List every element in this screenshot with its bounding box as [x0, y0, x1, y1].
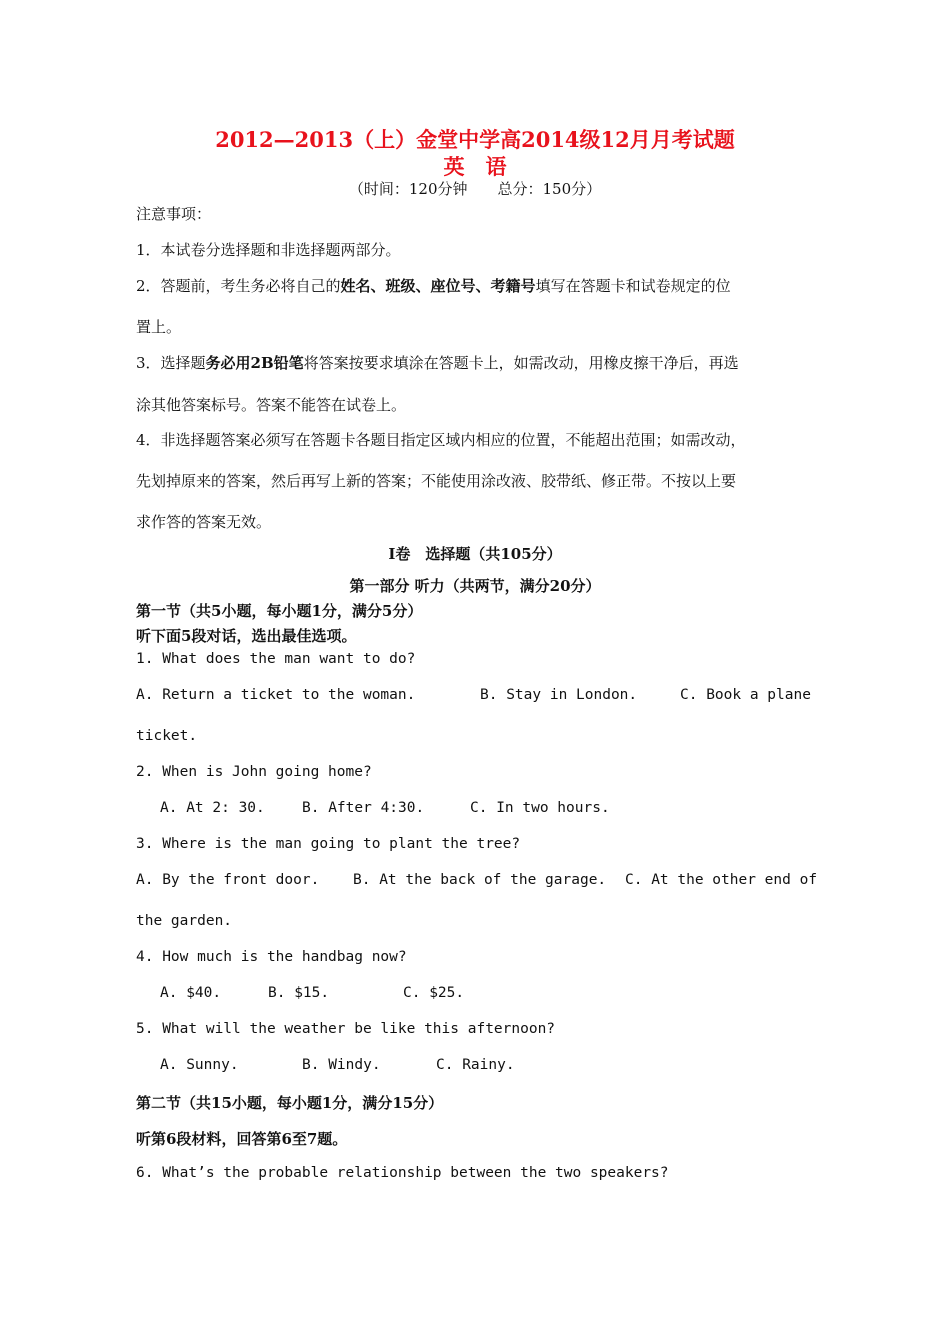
question-3-option-c-cont: the garden. — [136, 913, 233, 929]
question-4-option-b: B. $15. — [268, 985, 330, 1001]
note-item-3-cont: 涂其他答案标号。答案不能答在试卷上。 — [136, 396, 407, 414]
note-item-4: 4．非选择题答案必须写在答题卡各题目指定区域内相应的位置，不能超出范围；如需改动， — [136, 431, 746, 449]
section-2-title: 第二节（共15小题，每小题1分，满分15分） — [136, 1094, 444, 1112]
question-6-stem: 6. What’s the probable relationship between the two speakers? — [136, 1165, 669, 1181]
notes-heading: 注意事项： — [136, 205, 212, 223]
question-3-option-a: A. By the front door. — [136, 872, 320, 888]
question-1-option-a: A. Return a ticket to the woman. — [136, 687, 416, 703]
note-item-3-text-c: 将答案按要求填涂在答题卡上，如需改动，用橡皮擦干净后，再选 — [303, 354, 739, 372]
section-2-instructions: 听第6段材料，回答第6至7题。 — [136, 1130, 348, 1148]
time-info: （时间：120分钟 总分：150分） — [348, 180, 602, 198]
exam-title: 2012—2013（上）金堂中学高2014级12月月考试题 — [215, 127, 735, 152]
note-item-3 — [136, 352, 739, 373]
note-item-2-text-a: 2．答题前，考生务必将自己的 — [136, 277, 341, 295]
question-3-option-b: B. At the back of the garage. — [353, 872, 607, 888]
note-item-3-text-a: 3．选择题 — [136, 354, 206, 372]
question-2-option-a: A. At 2: 30. — [160, 800, 265, 816]
question-4-stem: 4. How much is the handbag now? — [136, 949, 407, 965]
note-item-3-emphasis: 务必用2B铅笔 — [205, 354, 304, 372]
section-1-instructions: 听下面5段对话，选出最佳选项。 — [136, 627, 357, 645]
question-1-option-b: B. Stay in London. — [480, 687, 638, 703]
question-3-stem: 3. Where is the man going to plant the tree? — [136, 836, 521, 852]
question-4-option-a: A. $40. — [160, 985, 222, 1001]
volume-heading: Ⅰ卷 选择题（共105分） — [388, 545, 562, 563]
note-item-2-emphasis: 姓名、班级、座位号、考籍号 — [340, 277, 536, 295]
question-5-option-a: A. Sunny. — [160, 1057, 239, 1073]
note-item-2-text-c: 填写在答题卡和试卷规定的位 — [535, 277, 731, 295]
note-item-2-cont: 置上。 — [136, 318, 182, 336]
section-1-title: 第一节（共5小题，每小题1分，满分5分） — [136, 602, 423, 620]
note-item-1: 1．本试卷分选择题和非选择题两部分。 — [136, 241, 401, 259]
note-item-4-cont-1: 先划掉原来的答案，然后再写上新的答案；不能使用涂改液、胶带纸、修正带。不按以上要 — [136, 472, 737, 490]
part-heading: 第一部分 听力（共两节，满分20分） — [349, 577, 601, 595]
question-4-option-c: C. $25. — [403, 985, 465, 1001]
note-item-4-cont-2: 求作答的答案无效。 — [136, 513, 272, 531]
question-3-option-c: C. At the other end of — [625, 872, 818, 888]
question-1-option-c: C. Book a plane — [680, 687, 811, 703]
question-5-stem: 5. What will the weather be like this afternoon? — [136, 1021, 556, 1037]
subject-title: 英 语 — [443, 154, 507, 179]
question-2-option-b: B. After 4:30. — [302, 800, 425, 816]
question-5-option-b: B. Windy. — [302, 1057, 381, 1073]
question-5-option-c: C. Rainy. — [436, 1057, 515, 1073]
note-item-2 — [136, 275, 731, 296]
question-1-stem: 1. What does the man want to do? — [136, 651, 416, 667]
question-2-stem: 2. When is John going home? — [136, 764, 372, 780]
question-2-option-c: C. In two hours. — [470, 800, 610, 816]
question-1-option-c-cont: ticket. — [136, 728, 198, 744]
